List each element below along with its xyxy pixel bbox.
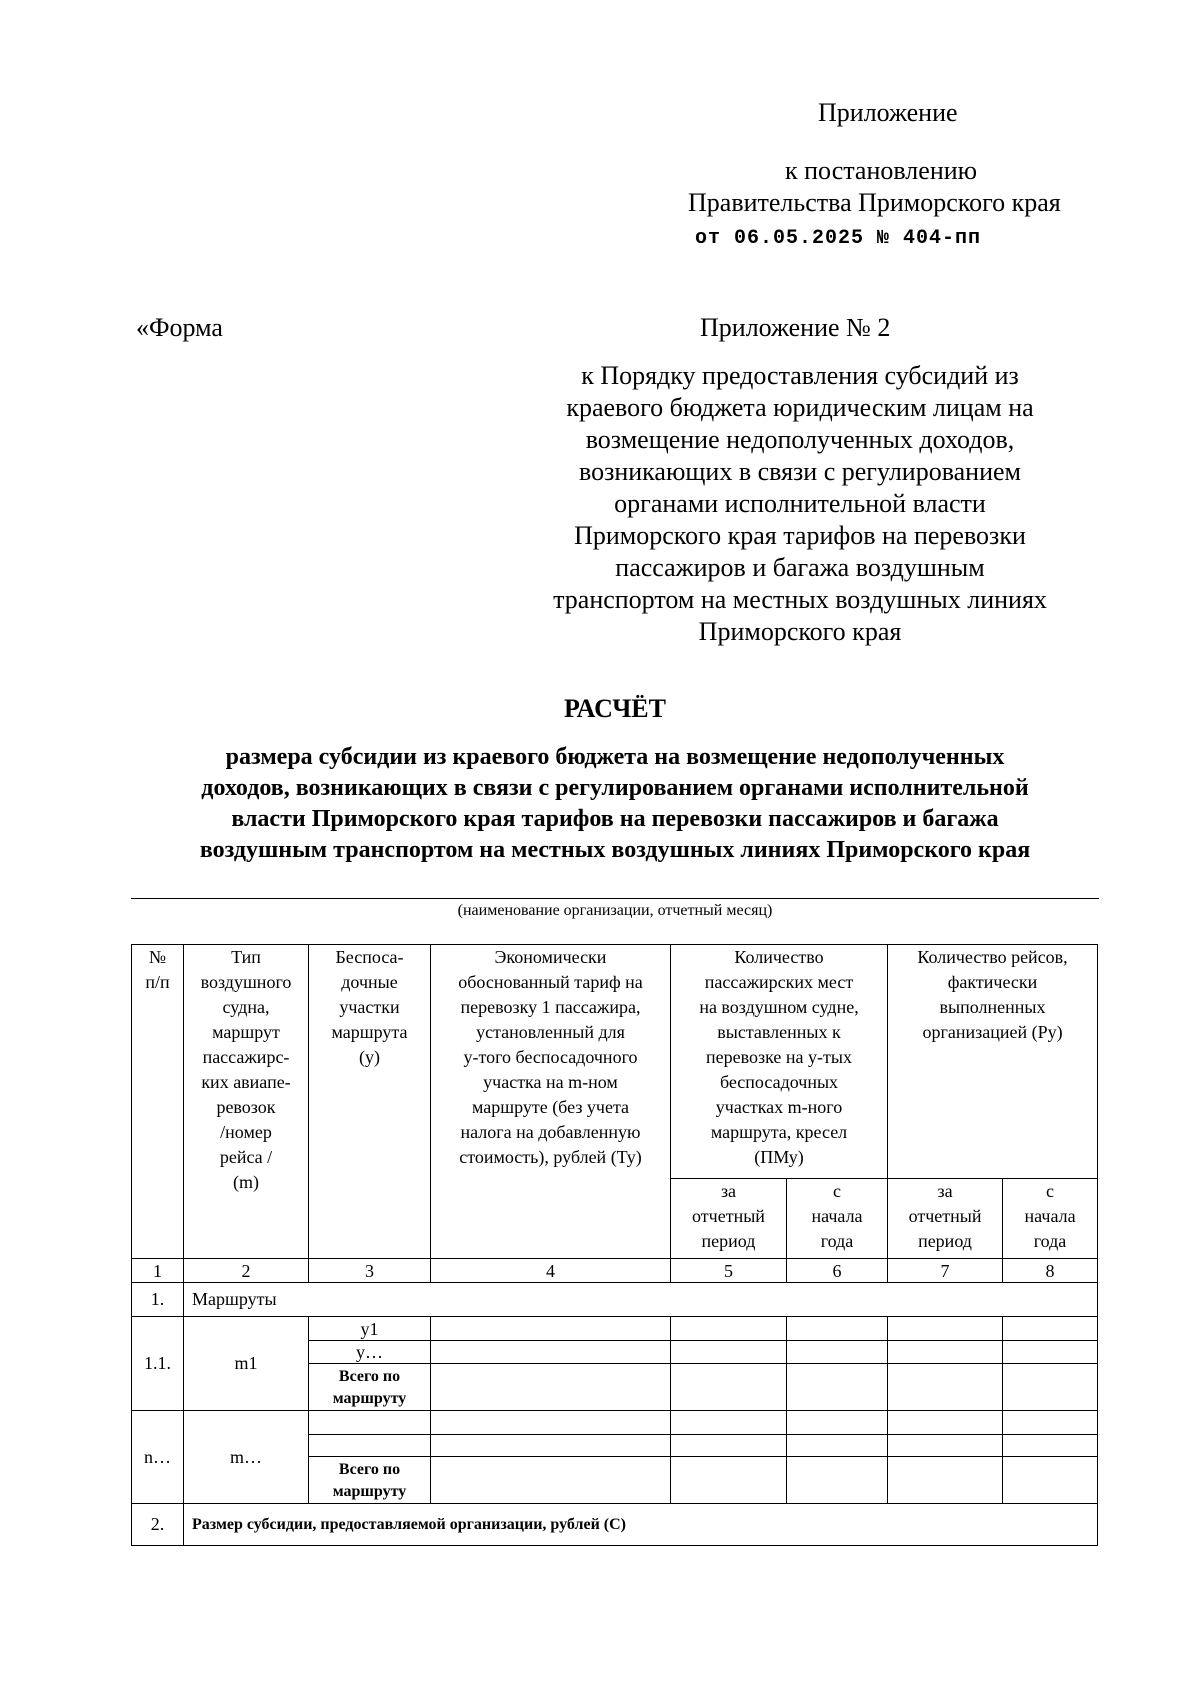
header-seats — [671, 945, 888, 1179]
total-text: Всего по — [338, 1461, 401, 1478]
table-cell[interactable] — [787, 1317, 888, 1341]
table-cell[interactable] — [787, 1341, 888, 1364]
appendix-line: возмещение недополученных доходов, — [585, 425, 1015, 454]
route-number: n… — [132, 1411, 184, 1504]
header-text: года — [820, 1231, 854, 1251]
column-number: 5 — [671, 1259, 787, 1283]
header-text: (у) — [359, 1047, 380, 1067]
column-number: 4 — [431, 1259, 671, 1283]
header-text: у-того беспосадочного — [463, 1047, 638, 1067]
decree-number: от 06.05.2025 № 404-пп — [695, 227, 982, 250]
header-text: за — [937, 1181, 953, 1201]
table-cell[interactable] — [431, 1317, 671, 1341]
segment-label: у… — [309, 1341, 431, 1364]
column-number: 3 — [309, 1259, 431, 1283]
appendix-line: возникающих в связи с регулированием — [578, 457, 1021, 486]
table-cell[interactable] — [431, 1411, 671, 1435]
table-cell[interactable] — [671, 1411, 787, 1435]
header-text: начала — [1024, 1206, 1076, 1226]
header-tariff — [431, 945, 671, 1259]
organization-fill-line — [131, 898, 1099, 899]
table-cell[interactable] — [1003, 1341, 1098, 1364]
header-text: участки — [339, 997, 400, 1017]
route-row — [132, 1317, 1098, 1341]
header-flights — [888, 945, 1098, 1179]
section-label: Маршруты — [184, 1283, 1098, 1317]
header-flights-period — [888, 1179, 1003, 1259]
header-text: маршруте (без учета — [471, 1097, 630, 1117]
header-text: на воздушном судне, — [699, 997, 859, 1017]
table-cell[interactable] — [888, 1364, 1003, 1411]
header-text: отчетный — [692, 1206, 765, 1226]
organization-caption: (наименование организации, отчетный месяц) — [457, 902, 773, 919]
annex-label: Приложение — [818, 98, 958, 127]
appendix-line: органами исполнительной власти — [614, 489, 986, 518]
header-text: воздушного — [200, 972, 292, 992]
header-text: установленный для — [476, 1022, 625, 1042]
header-text: обоснованный тариф на — [458, 972, 643, 992]
header-seats-period — [671, 1179, 787, 1259]
column-number: 8 — [1003, 1259, 1098, 1283]
subsidy-label: Размер субсидии, предоставляемой организации, рублей (С) — [184, 1504, 1098, 1546]
route-total-label — [309, 1364, 431, 1411]
header-text: участках m-ного — [715, 1097, 843, 1117]
document-subtitle — [120, 742, 1110, 866]
header-text: маршрута — [331, 1022, 408, 1042]
subsidy-row — [132, 1504, 1098, 1546]
table-cell[interactable] — [888, 1341, 1003, 1364]
column-number: 2 — [184, 1259, 309, 1283]
header-text: пассажирских мест — [704, 972, 854, 992]
route-row — [132, 1411, 1098, 1435]
header-text: рейса / — [219, 1147, 273, 1167]
header-row — [132, 945, 1098, 1179]
header-text: Количество — [734, 947, 824, 967]
table-cell[interactable] — [787, 1364, 888, 1411]
table-cell[interactable] — [1003, 1364, 1098, 1411]
header-text: Тип — [231, 947, 261, 967]
total-text: Всего по — [338, 1368, 401, 1385]
section-routes-row — [132, 1283, 1098, 1317]
header-text: ких авиапе- — [201, 1072, 291, 1092]
header-text: (ПМу) — [754, 1147, 804, 1167]
table-cell[interactable] — [888, 1435, 1003, 1457]
header-text: перевозке на у-тых — [706, 1047, 852, 1067]
header-text: судна, — [222, 997, 270, 1017]
appendix-line: к Порядку предоставления субсидий из — [581, 361, 1019, 390]
form-label: «Форма — [136, 313, 223, 342]
route-total-label — [309, 1457, 431, 1504]
header-text: дочные — [341, 972, 398, 992]
table-cell[interactable] — [1003, 1435, 1098, 1457]
header-text: с — [1046, 1181, 1055, 1201]
subtitle-line: воздушным транспортом на местных воздушных линиях Приморского края — [199, 837, 1031, 863]
table-cell[interactable] — [431, 1457, 671, 1504]
appendix-title: Приложение № 2 — [700, 313, 891, 342]
section-number: 1. — [132, 1283, 184, 1317]
header-text: маршрута, кресел — [710, 1122, 848, 1142]
subtitle-line: размера субсидии из краевого бюджета на возмещение недополученных — [225, 744, 1005, 770]
header-text: налога на добавленную — [460, 1122, 641, 1142]
subtitle-line: доходов, возникающих в связи с регулированием органами исполнительной — [201, 775, 1029, 801]
appendix-description — [520, 360, 1080, 648]
route-name: m1 — [184, 1317, 309, 1411]
table-cell[interactable] — [671, 1435, 787, 1457]
table-cell[interactable] — [888, 1457, 1003, 1504]
header-text: ревозок — [216, 1097, 276, 1117]
header-number — [132, 945, 184, 1259]
table-cell[interactable] — [671, 1317, 787, 1341]
route-number: 1.1. — [132, 1317, 184, 1411]
section-number: 2. — [132, 1504, 184, 1546]
header-text: пассажирс- — [202, 1047, 290, 1067]
appendix-line: пассажиров и багажа воздушным — [615, 553, 985, 582]
header-text: беспосадочных — [719, 1072, 839, 1092]
header-text: фактически — [947, 972, 1038, 992]
appendix-line: краевого бюджета юридическим лицам на — [566, 393, 1034, 422]
segment-label: у1 — [309, 1317, 431, 1341]
table-cell[interactable] — [671, 1457, 787, 1504]
route-name: m… — [184, 1411, 309, 1504]
header-text: п/п — [145, 972, 170, 992]
table-cell[interactable] — [1003, 1411, 1098, 1435]
header-text: участка на m-ном — [483, 1072, 618, 1092]
subtitle-line: власти Приморского края тарифов на перевозки пассажиров и багажа — [231, 806, 999, 832]
appendix-line: Приморского края тарифов на перевозки — [574, 521, 1026, 550]
table-cell[interactable] — [888, 1317, 1003, 1341]
header-aircraft-route — [184, 945, 309, 1259]
resolution-label: к постановлению — [785, 156, 978, 185]
header-text: период — [701, 1231, 756, 1251]
total-text: маршруту — [332, 1483, 407, 1500]
segment-label[interactable] — [309, 1435, 431, 1457]
header-text: стоимость), рублей (Ту) — [459, 1147, 642, 1167]
table-cell[interactable] — [431, 1435, 671, 1457]
header-flights-year — [1003, 1179, 1098, 1259]
header-text: Количество рейсов, — [917, 947, 1068, 967]
segment-label[interactable] — [309, 1411, 431, 1435]
table-cell[interactable] — [671, 1364, 787, 1411]
header-text: с — [833, 1181, 841, 1201]
header-segments — [309, 945, 431, 1259]
column-number: 1 — [132, 1259, 184, 1283]
government-label: Правительства Приморского края — [688, 188, 1061, 217]
table-cell[interactable] — [431, 1364, 671, 1411]
total-text: маршруту — [332, 1390, 407, 1407]
calculation-table — [131, 944, 1098, 1546]
header-text: перевозку 1 пассажира, — [460, 997, 641, 1017]
header-text: маршрут — [212, 1022, 280, 1042]
header-text: период — [918, 1231, 972, 1251]
header-text: начала — [811, 1206, 863, 1226]
column-number: 6 — [787, 1259, 888, 1283]
table-cell[interactable] — [787, 1457, 888, 1504]
header-text: за — [720, 1181, 737, 1201]
header-text: (m) — [233, 1172, 259, 1192]
table-cell[interactable] — [1003, 1317, 1098, 1341]
table-cell[interactable] — [787, 1435, 888, 1457]
table-cell[interactable] — [1003, 1457, 1098, 1504]
header-text: № — [148, 947, 167, 967]
header-text: Экономически — [494, 947, 607, 967]
table-cell[interactable] — [787, 1411, 888, 1435]
table-cell[interactable] — [671, 1341, 787, 1364]
column-number: 7 — [888, 1259, 1003, 1283]
header-text: организацией (Ру) — [922, 1022, 1063, 1042]
header-text: выставленных к — [717, 1022, 841, 1042]
appendix-line: транспортом на местных воздушных линиях — [553, 585, 1047, 614]
column-numbers-row — [132, 1259, 1098, 1283]
header-text: выполненных — [939, 997, 1046, 1017]
header-seats-year — [787, 1179, 888, 1259]
table-cell[interactable] — [431, 1341, 671, 1364]
appendix-line: Приморского края — [698, 617, 902, 646]
header-text: отчетный — [908, 1206, 982, 1226]
header-text: года — [1033, 1231, 1067, 1251]
header-text: /номер — [220, 1122, 272, 1142]
table-cell[interactable] — [888, 1411, 1003, 1435]
document-title: РАСЧЁТ — [564, 694, 666, 723]
header-text: Беспоса- — [335, 947, 404, 967]
